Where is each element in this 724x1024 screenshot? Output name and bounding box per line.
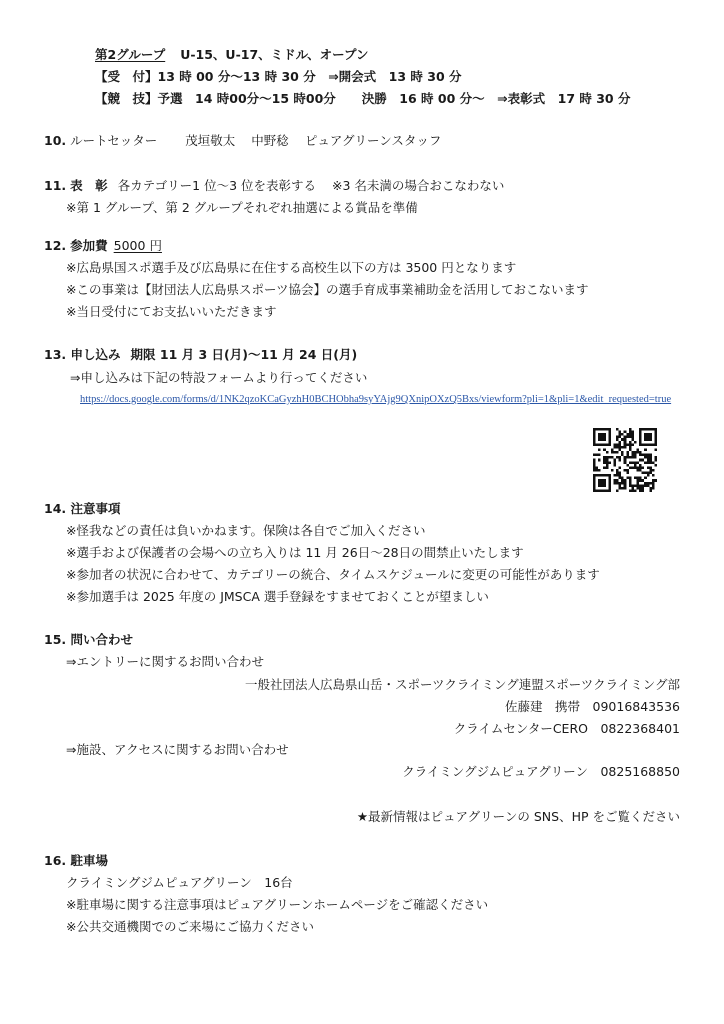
fee-note: ※広島県国スポ選手及び広島県に在住する高校生以下の方は 3500 円となります bbox=[66, 260, 517, 275]
setter-name: 茂垣敬太 bbox=[185, 133, 236, 148]
section-number: 13. bbox=[44, 347, 67, 362]
section-awards bbox=[44, 178, 504, 194]
contact-climb-center: クライムセンターCERO 0822368401 bbox=[453, 721, 680, 736]
application-form-link[interactable]: https://docs.google.com/forms/d/1NK2qzoKCaGyzhH0BCHObha9syYAjg9QXnipOXzQ5Bxs/viewform?pli=1&pli=1&edit_requested=true bbox=[80, 394, 672, 405]
section-application bbox=[44, 347, 357, 363]
caution-item: ※参加者の状況に合わせて、カテゴリーの統合、タイムスケジュールに変更の可能性があります bbox=[66, 567, 600, 582]
qr-finder-top-right bbox=[639, 428, 657, 446]
contact-facility-heading: ⇒施設、アクセスに関するお問い合わせ bbox=[66, 742, 289, 757]
parking-note: ※公共交通機関でのご来場にご協力ください bbox=[66, 919, 314, 934]
parking-note: ※駐車場に関する注意事項はピュアグリーンホームページをご確認ください bbox=[66, 897, 489, 912]
section-number: 10. bbox=[44, 133, 67, 148]
caution-item: ※参加選手は 2025 年度の JMSCA 選手登録をすませておくことが望ましい bbox=[66, 589, 489, 604]
qr-finder-bottom-left bbox=[593, 474, 611, 492]
section-title: 申し込み bbox=[70, 347, 121, 362]
contact-gym: クライミングジムピュアグリーン 0825168850 bbox=[402, 764, 680, 779]
section-number: 12. bbox=[44, 238, 67, 253]
section-number: 16. bbox=[44, 853, 67, 868]
section-title: 問い合わせ bbox=[70, 632, 134, 647]
section-number: 15. bbox=[44, 632, 67, 647]
fee-note: ※当日受付にてお支払いいただきます bbox=[66, 304, 277, 319]
application-instruction: ⇒申し込みは下記の特設フォームより行ってください bbox=[70, 370, 368, 385]
competition-qualifier: 【競 技】予選 14 時00分～15 時00分 bbox=[95, 91, 336, 106]
section-title: 注意事項 bbox=[70, 501, 121, 516]
setter-name: ピュアグリーンスタッフ bbox=[304, 133, 442, 148]
group2-categories: U-15、U-17、ミドル、オープン bbox=[180, 47, 369, 62]
contact-entry-heading: ⇒エントリーに関するお問い合わせ bbox=[66, 654, 264, 669]
fee-amount: 5000 円 bbox=[113, 238, 162, 253]
section-contact bbox=[44, 632, 133, 648]
section-number: 11. bbox=[44, 178, 67, 193]
qr-code bbox=[593, 428, 657, 492]
section-parking bbox=[44, 853, 108, 869]
group2-line bbox=[95, 47, 369, 63]
parking-capacity: クライミングジムピュアグリーン 16台 bbox=[66, 875, 293, 890]
application-deadline: 期限 11 月 3 日(月)～11 月 24 日(月) bbox=[130, 347, 358, 362]
contact-organization: 一般社団法人広島県山岳・スポーツクライミング連盟スポーツクライミング部 bbox=[244, 677, 680, 692]
contact-person: 佐藤建 携帯 09016843536 bbox=[505, 699, 680, 714]
fee-note: ※この事業は【財団法人広島県スポーツ協会】の選手育成事業補助金を活用しておこないます bbox=[66, 282, 589, 297]
section-route-setter bbox=[44, 133, 441, 149]
setter-name: 中野稔 bbox=[251, 133, 289, 148]
section-cautions bbox=[44, 501, 121, 517]
group2-label: 第2グループ bbox=[95, 47, 166, 62]
caution-item: ※怪我などの責任は負いかねます。保険は各自でご加入ください bbox=[66, 523, 426, 538]
competition-final: 決勝 16 時 00 分～ ⇒表彰式 17 時 30 分 bbox=[361, 91, 631, 106]
awards-prize-note: ※第 1 グループ、第 2 グループそれぞれ抽選による賞品を準備 bbox=[66, 200, 418, 215]
group2-competition bbox=[95, 91, 630, 107]
group2-reception: 【受 付】13 時 00 分～13 時 30 分 ⇒開会式 13 時 30 分 bbox=[95, 69, 462, 84]
awards-text: 各カテゴリー1 位～3 位を表彰する bbox=[117, 178, 317, 193]
section-title: 駐車場 bbox=[70, 853, 109, 868]
section-title: 表 彰 bbox=[70, 178, 108, 193]
section-fee bbox=[44, 238, 162, 254]
awards-note: ※3 名未満の場合おこなわない bbox=[332, 178, 505, 193]
latest-info-note: ★最新情報はピュアグリーンの SNS、HP をご覧ください bbox=[356, 809, 680, 824]
section-title: ルートセッター bbox=[70, 133, 158, 148]
caution-item: ※選手および保護者の会場への立ち入りは 11 月 26日～28日の間禁止いたします bbox=[66, 545, 524, 560]
section-number: 14. bbox=[44, 501, 67, 516]
qr-finder-top-left bbox=[593, 428, 611, 446]
section-title: 参加費 bbox=[70, 238, 108, 253]
